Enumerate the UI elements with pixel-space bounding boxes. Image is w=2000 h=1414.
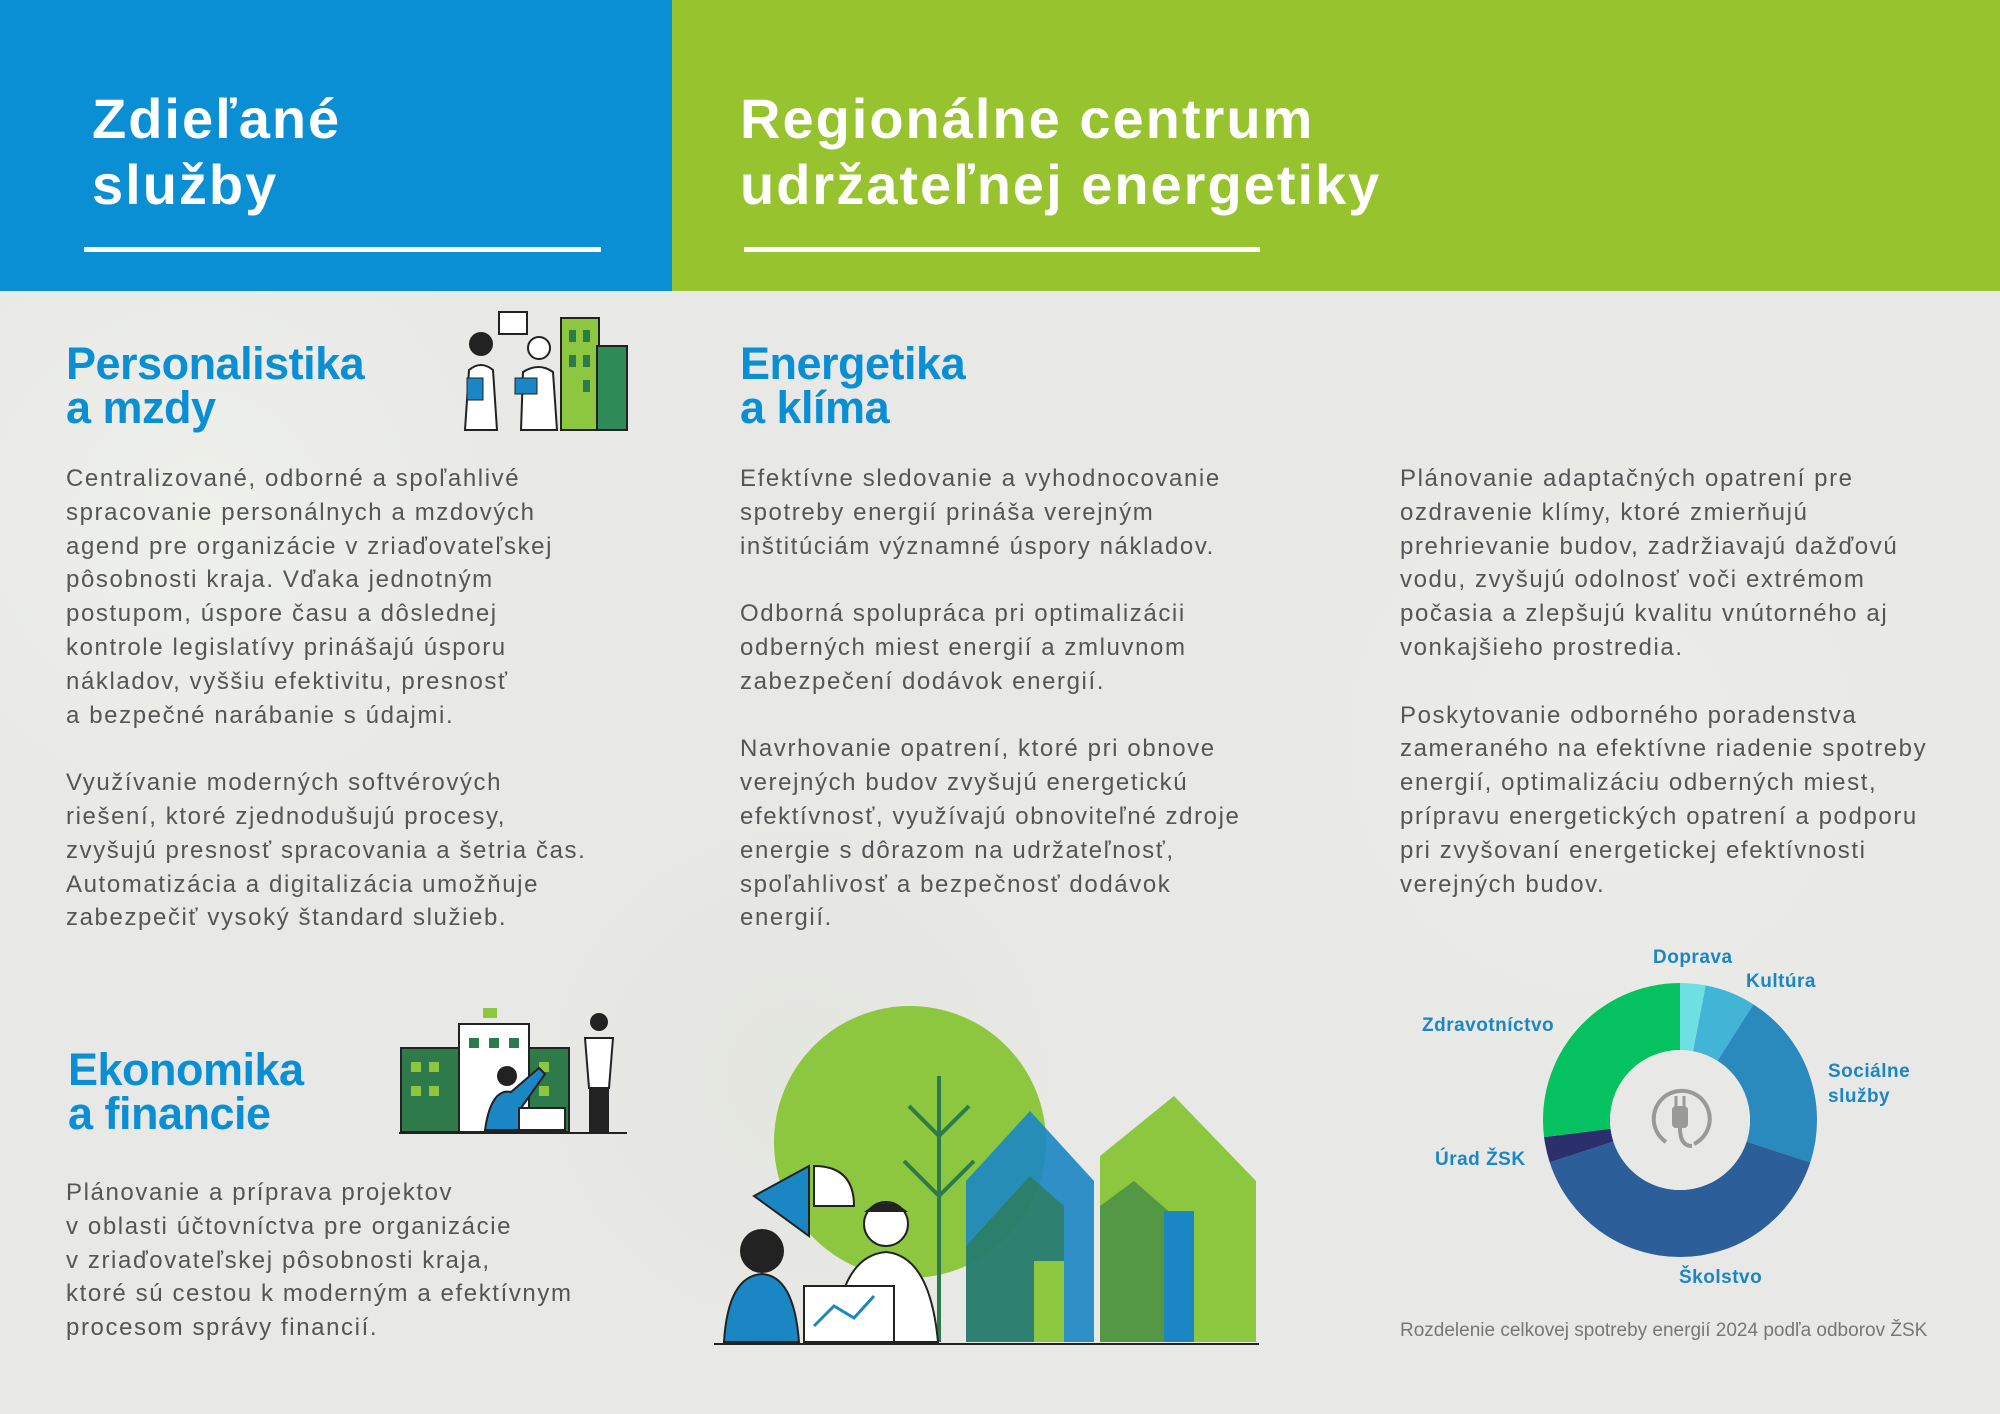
klima-text: Plánovanie adaptačných opatrení pre ozdravenie klímy, ktoré zmierňujú prehrievanie budov, zadržiavajú dažďovú vodu, zvyšujú odolnosť voči extrémom počasia a zlepšujú kvalitu vnútorného aj vonkajšieho prostredia. Poskytovanie odborného poradenstva zameraného na efektívne riadenie spotreby energií, optimalizáciu odberných miest, prípravu energetických opatrení a podporu pri zvyšovaní energetickej efektívnosti verejných budov. — [1400, 465, 1928, 898]
heading-line: a mzdy — [66, 382, 216, 433]
heading-line: a klíma — [740, 382, 890, 433]
energetika-text: Efektívne sledovanie a vyhodnocovanie spotreby energií prináša verejným inštitúciám významné úspory nákladov. Odborná spolupráca pri optimalizácii odberných miest energií a zmluvnom zabezpečení dodávok energií. Navrhovanie opatrení, ktoré pri obnove verejných budov zvyšujú energetickú efektívnosť, využívajú obnoviteľné zdroje energie s dôrazom na udržateľnosť, spoľahlivosť a bezpečnosť dodávok energií. — [740, 465, 1241, 932]
people-office-illustration — [459, 310, 631, 432]
title-line: Zdieľané — [92, 87, 342, 150]
chart-label-doprava: Doprava — [1653, 947, 1733, 968]
section-heading-ekonomika — [68, 1044, 304, 1139]
section-heading-personalistika — [66, 338, 365, 433]
chart-label-urad-zsk: Úrad ŽSK — [1435, 1149, 1526, 1170]
chart-label-socialne-sluzby: Sociálne služby — [1828, 1061, 1911, 1107]
chart-label-skolstvo: Školstvo — [1679, 1267, 1763, 1288]
personalistika-text: Centralizované, odborné a spoľahlivé spracovanie personálnych a mzdových agend pre organizácie v zriaďovateľskej pôsobnosti kraja. Vďaka jednotným postupom, úspore času a dôslednej kontrole legislatívy prinášajú úsporu nákladov, vyššiu efektivitu, presnosť a bezpečné narábanie s údajmi. Využívanie moderných softvérových riešení, ktoré zjednodušujú procesy, zvyšujú presnosť spracovania a šetria čas. Automatizácia a digitalizácia umožňuje zabezpečiť vysoký štandard služieb. — [66, 465, 587, 932]
section-heading-energetika — [740, 338, 966, 433]
energy-center-title — [740, 86, 1381, 218]
title-line: Regionálne centrum — [740, 87, 1315, 150]
heading-line: Ekonomika — [68, 1044, 304, 1095]
shared-services-title — [92, 86, 341, 218]
heading-line: Energetika — [740, 338, 966, 389]
chart-label-zdravotnictvo: Zdravotníctvo — [1422, 1015, 1555, 1036]
heading-line: a financie — [68, 1088, 271, 1139]
heading-line: Personalistika — [66, 338, 365, 389]
sustainable-buildings-illustration — [714, 1006, 1259, 1348]
ekonomika-text: Plánovanie a príprava projektov v oblasti účtovníctva pre organizácie v zriaďovateľskej pôsobnosti kraja, ktoré sú cestou k moderným a efektívnym procesom správy financií. — [66, 1179, 573, 1342]
chart-caption: Rozdelenie celkovej spotreby energií 2024 podľa odborov ŽSK — [1400, 1320, 1928, 1341]
chart-label-kultura: Kultúra — [1746, 971, 1816, 992]
plug-icon — [1644, 1084, 1714, 1154]
title-line: udržateľnej energetiky — [740, 153, 1382, 216]
finance-office-illustration — [399, 1008, 627, 1136]
title-underline — [84, 247, 601, 252]
title-underline — [744, 247, 1260, 252]
title-line: služby — [92, 153, 279, 216]
